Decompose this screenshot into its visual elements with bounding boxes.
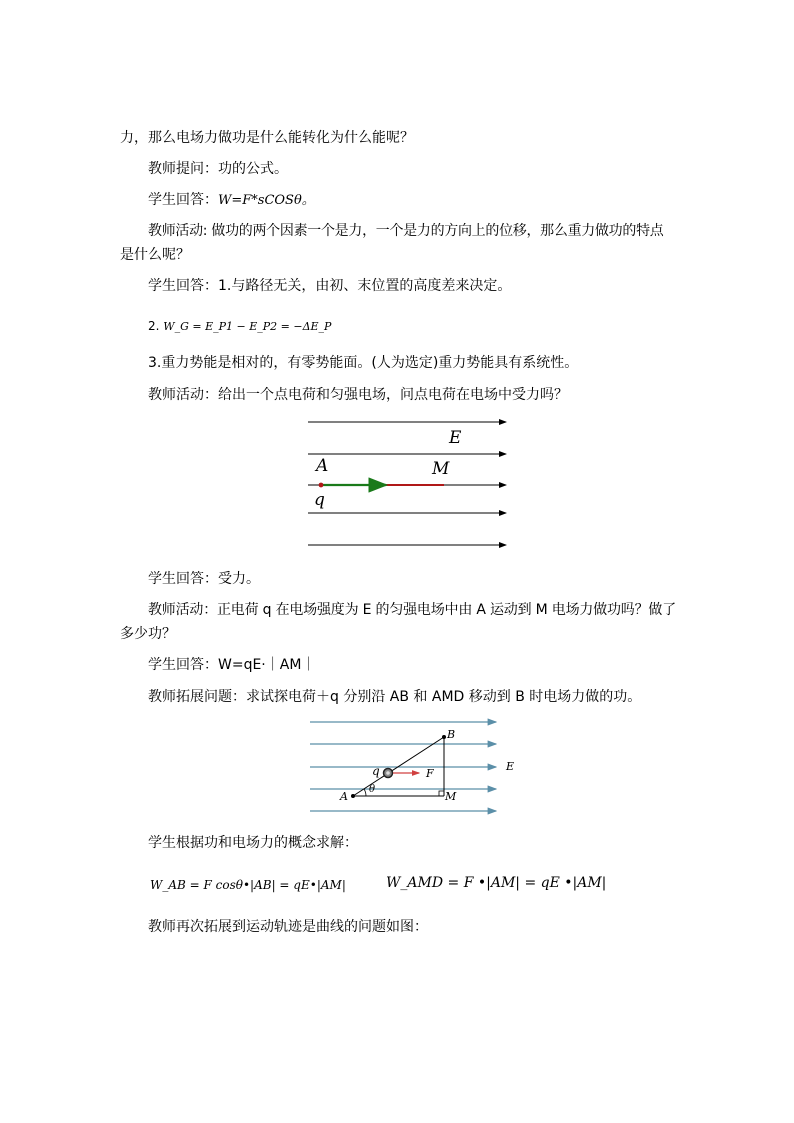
point-A: [351, 794, 355, 798]
right-angle-mark: [439, 791, 444, 796]
student-answer-2: 学生回答：1.与路径无关，由初、末位置的高度差来决定。: [148, 278, 512, 294]
teacher-extension-2: 教师再次拓展到运动轨迹是曲线的问题如图：: [148, 919, 428, 935]
teacher-extension-question: 教师拓展问题：求试探电荷＋q 分别沿 AB 和 AMD 移动到 B 时电场力做的功。: [148, 689, 642, 705]
gravity-work-formula: W_G = E_P1 − E_P2 = −ΔE_P: [163, 320, 332, 333]
student-solve-intro: 学生根据功和电场力的概念求解：: [148, 835, 358, 851]
item-3: 3.重力势能是相对的，有零势能面。(人为选定)重力势能具有系统性。: [148, 355, 579, 371]
work-formula: W=F*sCOSθ。: [218, 193, 315, 208]
label-A2: A: [340, 790, 348, 803]
theta-arc: [364, 789, 366, 796]
label-q: q: [314, 490, 325, 510]
label-F: F: [426, 767, 434, 780]
teacher-activity-1-line1: 教师活动: 做功的两个因素一个是力，一个是力的方向上的位移，那么重力做功的特点: [148, 223, 664, 239]
item-2-label: 2.: [148, 319, 160, 333]
teacher-activity-3-line2: 多少功？: [120, 626, 176, 642]
paragraph-continuation: 力，那么电场力做功是什么能转化为什么能呢？: [120, 130, 414, 146]
label-M: M: [432, 459, 450, 479]
label-q2: q: [372, 764, 380, 778]
label-theta: θ: [369, 784, 376, 795]
label-M2: M: [445, 790, 457, 803]
teacher-activity-1-line2: 是什么呢？: [120, 247, 190, 263]
label-B: B: [447, 728, 456, 741]
student-answer-1-prefix: 学生回答：: [148, 192, 218, 208]
test-charge-core: [386, 771, 390, 775]
formula-W-AB: W_AB = F cosθ•|AB| = qE•|AM|: [150, 878, 346, 892]
label-E: E: [449, 428, 462, 448]
teacher-activity-3-line1: 教师活动：正电荷 q 在电场强度为 E 的匀强电场中由 A 运动到 M 电场力做功吗？做了: [148, 602, 676, 618]
label-E2: E: [506, 760, 515, 773]
teacher-question-1: 教师提问：功的公式。: [148, 161, 288, 177]
label-A: A: [316, 456, 329, 476]
teacher-activity-2: 教师活动：给出一个点电荷和匀强电场，问点电荷在电场中受力吗？: [148, 387, 568, 403]
student-answer-3: 学生回答：受力。: [148, 571, 260, 587]
point-B: [442, 735, 446, 739]
formula-W-AMD: W_AMD = F •|AM| = qE •|AM|: [386, 875, 607, 891]
student-answer-4: 学生回答：W=qE·｜AM｜: [148, 657, 316, 673]
